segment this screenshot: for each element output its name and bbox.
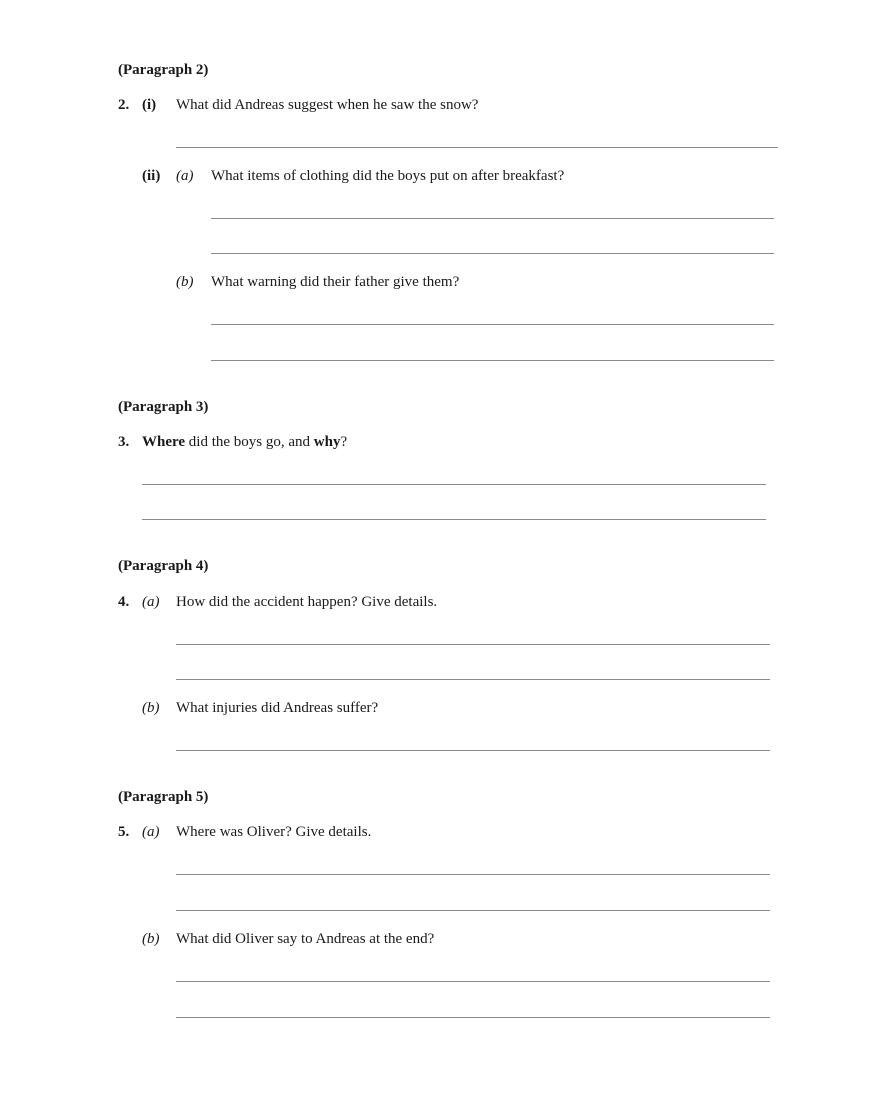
section-heading-paragraph-4: (Paragraph 4) xyxy=(118,558,209,574)
question-3-number: 3. xyxy=(118,434,130,450)
answer-line-5-a-2[interactable] xyxy=(176,910,770,911)
question-3-bold-where: Where xyxy=(142,434,186,450)
question-2-ii-a-marker: (a) xyxy=(176,168,194,184)
question-3-text xyxy=(142,433,347,451)
section-heading-paragraph-3: (Paragraph 3) xyxy=(118,399,209,415)
answer-line-2-ii-b-2[interactable] xyxy=(211,360,774,361)
answer-line-3-2[interactable] xyxy=(142,519,766,520)
question-2-ii-marker: (ii) xyxy=(142,168,161,184)
answer-line-2-ii-b-1[interactable] xyxy=(211,324,774,325)
answer-line-3-1[interactable] xyxy=(142,484,766,485)
question-2-ii-a-text: What items of clothing did the boys put on after breakfast? xyxy=(211,168,565,184)
question-2-ii-b-marker: (b) xyxy=(176,274,194,290)
question-4-number: 4. xyxy=(118,594,130,610)
question-5-a-marker: (a) xyxy=(142,824,160,840)
answer-line-5-b-2[interactable] xyxy=(176,1017,770,1018)
question-2-i-marker: (i) xyxy=(142,97,157,113)
answer-line-2-ii-a-2[interactable] xyxy=(211,253,774,254)
question-5-b-text: What did Oliver say to Andreas at the end? xyxy=(176,931,435,947)
question-5-b-marker: (b) xyxy=(142,931,160,947)
question-4-b-text: What injuries did Andreas suffer? xyxy=(176,700,379,716)
answer-line-4-a-2[interactable] xyxy=(176,679,770,680)
answer-line-4-b-1[interactable] xyxy=(176,750,770,751)
section-heading-paragraph-2: (Paragraph 2) xyxy=(118,62,209,78)
question-2-ii-b-text: What warning did their father give them? xyxy=(211,274,460,290)
section-heading-paragraph-5: (Paragraph 5) xyxy=(118,789,209,805)
answer-line-2-i[interactable] xyxy=(176,147,778,148)
question-3-text-mid: did the boys go, and xyxy=(185,434,314,450)
answer-line-5-b-1[interactable] xyxy=(176,981,770,982)
question-2-number: 2. xyxy=(118,97,130,113)
question-4-a-marker: (a) xyxy=(142,594,160,610)
question-4-a-text: How did the accident happen? Give details. xyxy=(176,594,438,610)
question-4-b-marker: (b) xyxy=(142,700,160,716)
question-5-a-text: Where was Oliver? Give details. xyxy=(176,824,372,840)
question-3-bold-why: why xyxy=(313,434,341,450)
question-5-number: 5. xyxy=(118,824,130,840)
question-2-i-text: What did Andreas suggest when he saw the snow? xyxy=(176,97,479,113)
answer-line-5-a-1[interactable] xyxy=(176,874,770,875)
answer-line-2-ii-a-1[interactable] xyxy=(211,218,774,219)
question-3-text-end: ? xyxy=(340,434,348,450)
answer-line-4-a-1[interactable] xyxy=(176,644,770,645)
